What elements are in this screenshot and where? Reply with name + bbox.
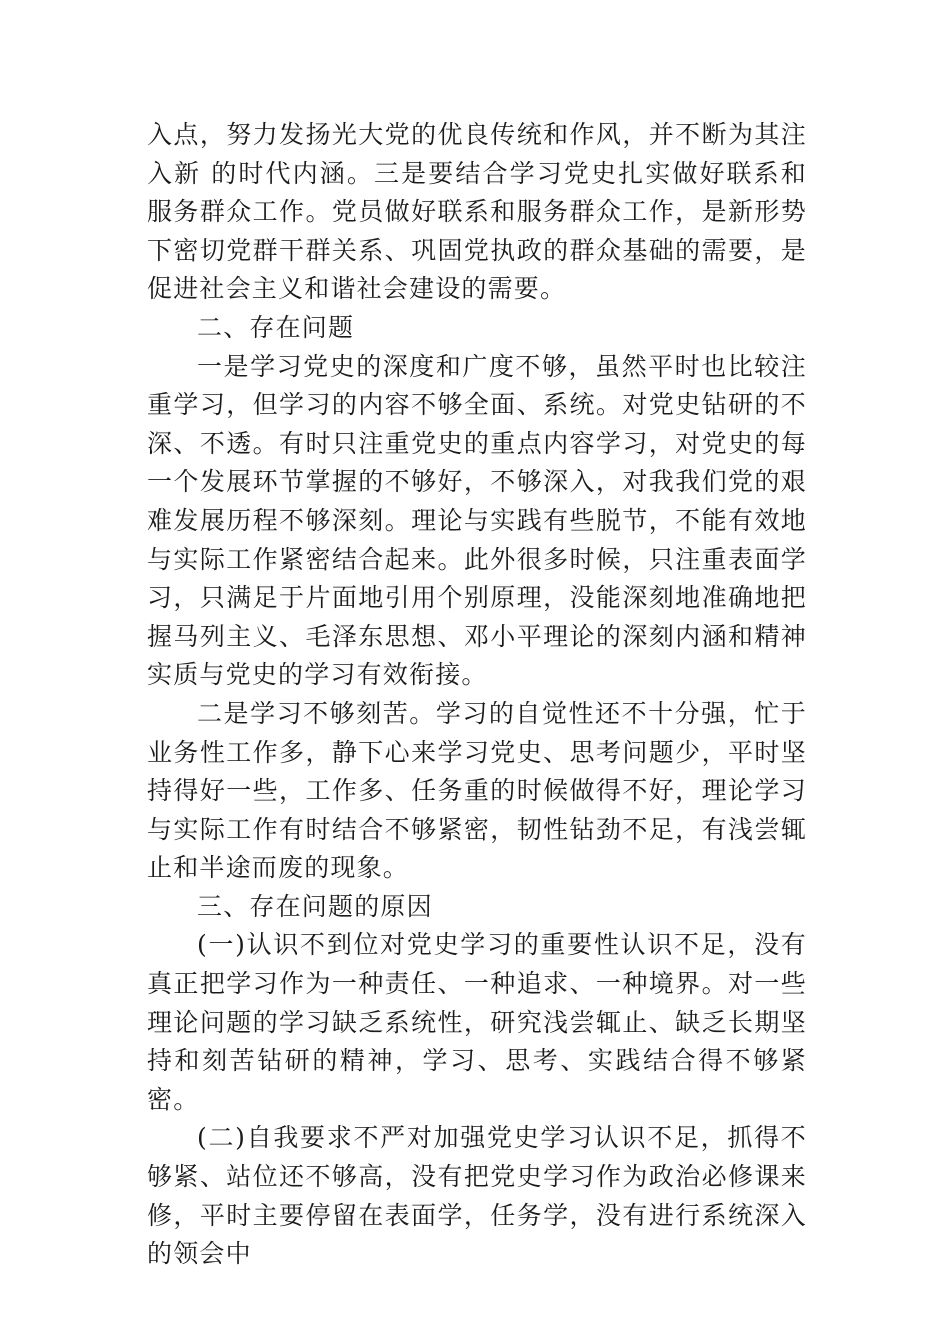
document-body [147,116,807,1274]
paragraph-problem-one: 一是学习党史的深度和广度不够，虽然平时也比较注重学习，但学习的内容不够全面、系统。对党史钻研的不深、不透。有时只注重党史的重点内容学习，对党史的每一个发展环节掌握的不够好，不够深入，对我我们党的艰难发展历程不够深刻。理论与实践有些脱节，不能有效地与实际工作紧密结合起来。此外很多时候，只注重表面学习，只满足于片面地引用个别原理，没能深刻地准确地把握马列主义、毛泽东思想、邓小平理论的深刻内涵和精神实质与党史的学习有效衔接。 [147,351,807,690]
section-heading-causes: 三、存在问题的原因 [197,891,433,921]
section-heading-problems: 二、存在问题 [197,312,355,342]
paragraph-cause-two: (二)自我要求不严对加强党史学习认识不足，抓得不够紧、站位还不够高，没有把党史学习作为政治必修课来修，平时主要停留在表面学，任务学，没有进行系统深入的领会中 [147,1123,807,1269]
paragraph-problem-two: 二是学习不够刻苦。学习的自觉性还不十分强，忙于业务性工作多，静下心来学习党史、思考问题少，平时坚持得好一些，工作多、任务重的时候做得不好，理论学习与实际工作有时结合不够紧密，韧性钻劲不足，有浅尝辄止和半途而废的现象。 [147,698,807,883]
paragraph-cause-one: (一)认识不到位对党史学习的重要性认识不足，没有真正把学习作为一种责任、一种追求、一种境界。对一些理论问题的学习缺乏系统性，研究浅尝辄止、缺乏长期坚持和刻苦钻研的精神，学习、思考、实践结合得不够紧密。 [147,930,807,1114]
paragraph-continued: 入点，努力发扬光大党的优良传统和作风，并不断为其注入新 的时代内涵。三是要结合学习党史扎实做好联系和服务群众工作。党员做好联系和服务群众工作，是新形势下密切党群干群关系、巩固党执政的群众基础的需要，是促进社会主义和谐社会建设的需要。 [147,120,807,304]
